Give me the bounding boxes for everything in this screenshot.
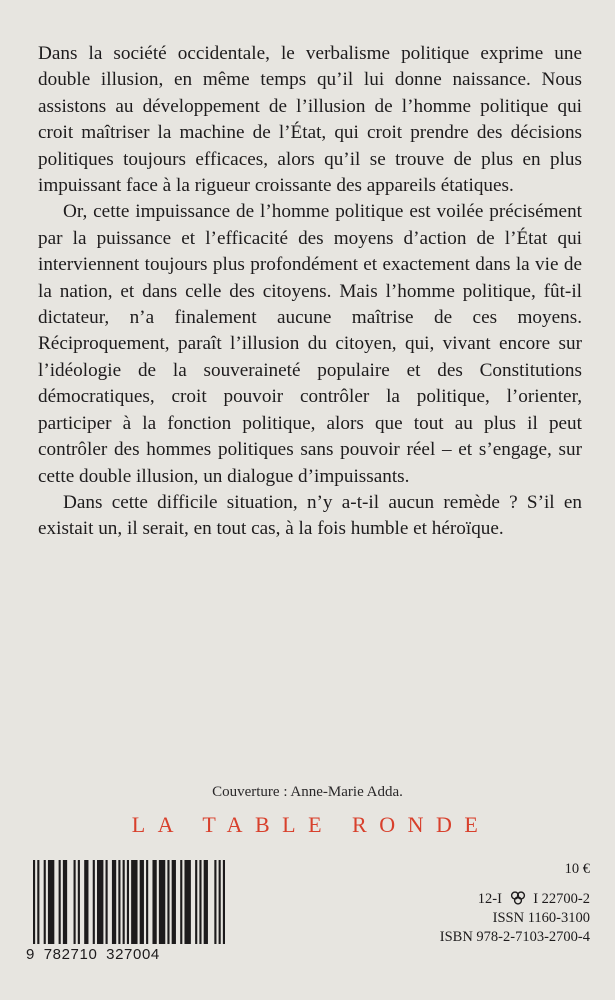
barcode-bar (140, 860, 144, 944)
barcode-bar (59, 860, 61, 944)
barcode-bar (93, 860, 95, 944)
barcode-bar (127, 860, 129, 944)
price: 10 € (564, 861, 590, 877)
barcode-bar (84, 860, 88, 944)
barcode-bar (33, 860, 35, 944)
barcode-bar (219, 860, 221, 944)
barcode-bar (214, 860, 216, 944)
isbn: ISBN 978-2-7103-2700-4 (439, 929, 590, 945)
blurb-text (38, 41, 582, 543)
barcode-bar (204, 860, 208, 944)
publisher-logo-icon (510, 891, 526, 905)
barcode-bar (112, 860, 116, 944)
barcode-bar (223, 860, 225, 944)
blurb-paragraph-1: Dans la société occidentale, le verbalisme politique exprime une double illusion, en même temps qu’il lui donne naissance. Nous assistons au développement de l’illusion de l’homme politique qui croit maîtriser la machine de l’État, qui croit prendre des décisions politiques toujours efficaces, alors qu’il se trouve de plus en plus impuissant face à la rigueur croissante des appareils étatiques. (38, 43, 582, 197)
catalog-code (440, 890, 590, 909)
barcode-bar (152, 860, 156, 944)
barcode-bar (37, 860, 39, 944)
catalog-code-right: I 22700-2 (533, 891, 590, 907)
issn: ISSN 1160-3100 (492, 910, 590, 926)
barcode-bar (199, 860, 201, 944)
barcode (33, 860, 225, 944)
barcode-bar (44, 860, 46, 944)
barcode-bar (97, 860, 103, 944)
barcode-bar (63, 860, 67, 944)
barcode-digit-prefix: 9 (26, 946, 35, 963)
barcode-digits-group-2: 327004 (106, 946, 160, 963)
catalog-code-left: 12-I (477, 891, 502, 907)
barcode-bar (74, 860, 76, 944)
barcode-bar (167, 860, 169, 944)
barcode-bar (180, 860, 182, 944)
barcode-bar (146, 860, 148, 944)
barcode-bar (195, 860, 197, 944)
blurb-paragraph-3: Dans cette difficile situation, n’y a-t-il aucun remède ? S’il en existait un, il serait, en tout cas, à la fois humble et héroïque. (38, 491, 582, 540)
barcode-bar (106, 860, 108, 944)
barcode-digits (26, 946, 160, 963)
barcode-bar (48, 860, 54, 944)
barcode-bar (172, 860, 176, 944)
barcode-digits-group-1: 782710 (43, 946, 98, 963)
blurb-paragraph-2: Or, cette impuissance de l’homme politique est voilée précisément par la puissance et l’efficacité des moyens d’action de l’État qui interviennent toujours plus profondément et exactement dans la vie de la nation, et dans celle des citoyens. Mais l’homme politique, fût-il dictateur, n’a finalement aucune maîtrise de ces moyens. Réciproquement, paraît l’illusion du citoyen, qui, vivant encore sur l’idéologie de la souveraineté populaire et des Constitutions démocratiques, croit pouvoir contrôler la politique, l’orienter, participer à la fonction politique, alors que tout au plus il peut contrôler des hommes politiques sans pouvoir réel – et s’engage, sur cette double illusion, un dialogue d’impuissants. (38, 201, 582, 487)
barcode-bar (123, 860, 125, 944)
barcode-bar (78, 860, 80, 944)
barcode-bar (184, 860, 190, 944)
cover-credit: Couverture : Anne-Marie Adda. (212, 784, 403, 800)
book-info (440, 860, 590, 947)
barcode-bar (118, 860, 120, 944)
barcode-bar (159, 860, 165, 944)
barcode-bar (131, 860, 137, 944)
publisher-name: LA TABLE RONDE (131, 812, 491, 837)
